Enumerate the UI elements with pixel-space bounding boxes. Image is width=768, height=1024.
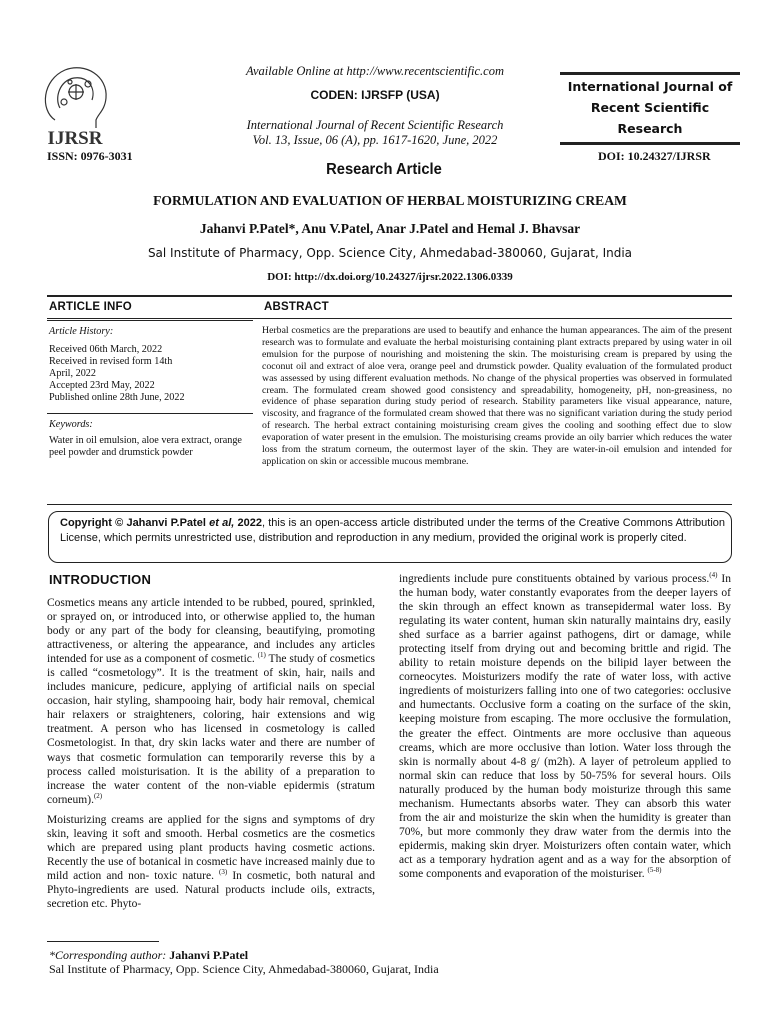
- citation[interactable]: (2): [93, 791, 103, 800]
- copyright-label: Copyright © Jahanvi P.Patel: [60, 517, 206, 529]
- intro-right-column: [399, 572, 731, 887]
- section-rule: [47, 504, 732, 505]
- intro-left-column: [47, 596, 375, 917]
- brand-line: International Journal of: [567, 79, 733, 94]
- available-online: Available Online at http://www.recentscientific.com: [246, 64, 504, 78]
- revised-date-line1: Received in revised form 14th: [49, 356, 173, 367]
- article-title: FORMULATION AND EVALUATION OF HERBAL MOISTURIZING CREAM: [153, 193, 627, 208]
- corresponding-name: Jahanvi P.Patel: [166, 948, 249, 962]
- corresponding-label: *Corresponding author:: [49, 948, 167, 962]
- keywords: Water in oil emulsion, aloe vera extract, orange peel powder and drumstick powder: [49, 435, 242, 458]
- citation[interactable]: (3): [219, 868, 228, 877]
- abstract-text: Herbal cosmetics are the preparations are used to beautify and enhance the human appearances. The aim of the present research was to formulate and evaluate the herbal moisturising containing plant extracts prepared by using water in oil emulsion for the purpose of nourishing and moistening the skin. The moisturising cream is prepared by using the coconut oil and extract of aloe vera, orange peel and drumstick powder. Quality evaluation of the formulated product was assessed by using different evaluation methods. No change of the physical properties was observed in formulated cream. The formulated cream showed good consistency and spreadability, homogeneity, pH, non-greasiness, no evidence of phase separation during study period of research. Stability parameters like visual appearance, nature, viscosity, and fragrance of the formulated cream showed that there was no significant variation during the study period of research. The herbal extract containing moisturising cream gives the cooling and soothing effect due to slow evaporation of water present in the emulsion. The moisturising creams provide an oily barrier which reduces the water loss from the stratum corneum, the outermost layer of the skin. They are water-in-oil emulsion and intended for application on skin or accessible mucous membrane.: [262, 325, 732, 467]
- citation[interactable]: (1): [257, 651, 266, 660]
- journal-logo: [30, 58, 120, 150]
- citation[interactable]: (4): [709, 571, 718, 580]
- keywords-block: [49, 419, 254, 459]
- article-authors: Jahanvi P.Patel*, Anu V.Patel, Anar J.Patel and Hemal J. Bhavsar: [199, 221, 581, 236]
- history-label: Article History:: [49, 326, 114, 337]
- volume-info: Vol. 13, Issue, 06 (A), pp. 1617-1620, June, 2022: [252, 133, 498, 147]
- copyright-year: 2022: [234, 517, 262, 529]
- published-date: Published online 28th June, 2022: [49, 392, 185, 403]
- brand-top-rule: [560, 72, 740, 75]
- article-type: Research Article: [326, 161, 442, 178]
- section-rule: [47, 295, 732, 297]
- affiliation: Sal Institute of Pharmacy, Opp. Science City, Ahmedabad-380060, Gujarat, India: [147, 246, 633, 260]
- revised-date-line2: April, 2022: [49, 368, 96, 379]
- section-rule: [47, 318, 732, 319]
- logo-text: IJRSR: [47, 128, 103, 149]
- corresponding-author: [49, 948, 248, 963]
- introduction-heading: INTRODUCTION: [49, 572, 152, 587]
- issn: ISSN: 0976-3031: [47, 149, 133, 163]
- article-info-heading: ARTICLE INFO: [49, 301, 132, 313]
- brand-bottom-rule: [560, 142, 740, 145]
- article-history: [49, 326, 254, 404]
- intro-paragraph: Cosmetics means any article intended to be rubbed, poured, sprinkled, or sprayed on, or introduced into, or otherwise applied to, the human body or any part of the body for cleansing, beautifying, promoting attractiveness, or altering the appearance, and includes any articles intended for use as a component of cosmetic. $^{(1)}$ The study of cosmetics is called “cosmetology”. It is the treatment of skin, hair, nails and includes manicure, pedicure, applying of artificial nails on special occasion, hair styling, shampooing hair, body hair removal, chemical hair relaxers or straighteners, coloring, hair extensions and wig treatment. A person who has licensed in cosmetology is called Cosmetologist. In that, dry skin lacks water and there are number of ways that cosmetic formulation can temporarily reverse this by a process called moisturisation. It is the ability of a preparation to increase the water content of the non-viable epidermis (stratum corneum).$^{(2)}$: [47, 597, 375, 806]
- accepted-date: Accepted 23rd May, 2022: [49, 380, 155, 391]
- journal-full-name: International Journal of Recent Scientific Research: [246, 118, 504, 132]
- copyright-body: , this is an open-access article distributed under the terms of the Creative Commons Attribution License, which permits unrestricted use, distribution and reproduction in any medium, provided the original work is properly cited.: [60, 517, 726, 545]
- journal-brand: [560, 76, 740, 139]
- intro-paragraph: Moisturizing creams are applied for the signs and symptoms of dry skin, leaving it soft and smooth. Herbal cosmetics are the cosmetics which are prepared using plant products having cosmetic actions. Recently the use of botanical in cosmetic have increased mainly due to mild action and non- toxic nature. $^{(3)}$ In cosmetic, both natural and Phyto-ingredients are used. Natural products include oils, extracts, secretion etc. Phyto-: [47, 813, 375, 910]
- footnote-rule: [47, 941, 159, 942]
- coden: CODEN: IJRSFP (USA): [310, 88, 440, 102]
- copyright-etal: et al,: [205, 517, 235, 529]
- brand-line: Recent Scientific: [590, 100, 710, 115]
- section-rule: [47, 320, 253, 321]
- abstract-heading: ABSTRACT: [264, 301, 329, 313]
- keywords-label: Keywords:: [49, 419, 93, 430]
- section-rule: [47, 413, 253, 414]
- received-date: Received 06th March, 2022: [49, 344, 163, 355]
- citation[interactable]: (5-8): [647, 866, 662, 875]
- doi-short: DOI: 10.24327/IJRSR: [598, 149, 711, 163]
- corresponding-address: Sal Institute of Pharmacy, Opp. Science City, Ahmedabad-380060, Gujarat, India: [49, 962, 439, 976]
- brand-line: Research: [617, 121, 683, 136]
- copyright-text: [60, 516, 725, 546]
- intro-paragraph: ingredients include pure constituents obtained by various process.$^{(4)}$ In the human body, water constantly evaporates from the deeper layers of the skin through an effect known as transepidermal water loss. By regulating its water content, human skin naturally maintains dry, easily shed surface as a barrier against pathogens, dirt or damage, while protecting itself from drying out and becoming brittle and rigid. The ability to retain moisture depends on the bilipid layer between the corneocytes. Moisturizers modify the rate of water loss, with active ingredients of moisturizers falling into one of two categories: occlusive and humectants. Occlusive form a coating on the surface of the skin, keeping moisture from escaping. The more occlusive the formulation, the greater the effect. Ointments are more occlusive than aqueous creams, which are more occlusive than lotion. Water loss through the skin is normally about 4-8 g/ (m2h). A layer of petroleum applied to normal skin can reduce that loss by 50-75% for several hours. Oils naturally produced by the human body moisturize through this same mechanism. Humectants absorbs water. They can absorb this water from the air and moisturize the skin when the humidity is greater than 70%, but more commonly they draw water from the dermis into the epidermis, making skin dryer. Moisturizers often contain water, which act as a temporary hydration agent and as a way for the absorption of some components and evaporation of the moisturiser. $^{(5-8)}$: [399, 571, 731, 880]
- article-doi-link[interactable]: DOI: http://dx.doi.org/10.24327/ijrsr.2022.1306.0339: [267, 271, 513, 283]
